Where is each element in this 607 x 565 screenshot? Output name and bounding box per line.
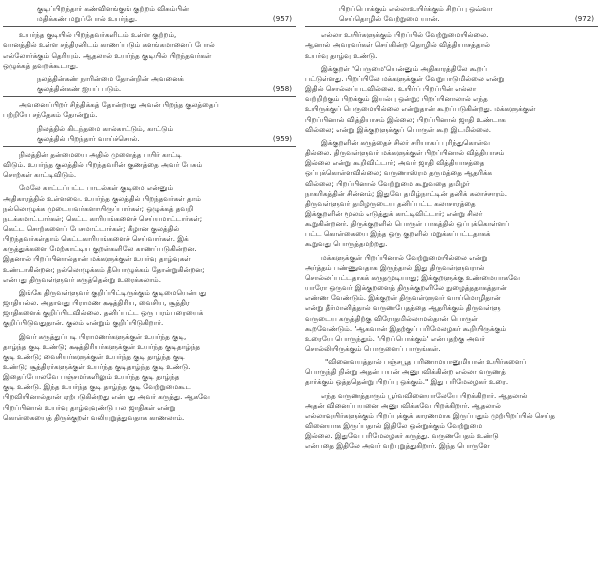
para-959-line: சொற்கள் காட்டிவிடும். [3, 170, 77, 180]
commentary-quote-line: பொருந்தி நின்று அதன் பயன் அனுபவிக்கின்ற எல்லா வருணத் [305, 367, 506, 377]
kural-972-number: (972) [574, 14, 594, 24]
para-959-line: நிலத்தின் தன்மையை அதில் முளைத்த பயிர் காட்டி [19, 149, 182, 159]
kural-957-line-2: மதிக்கண் மறுப்போல் உயர்ந்து. [37, 14, 138, 24]
commentary-quote-line: தார்க்கும் ஒத்ததென்று பிறப்பு ஒக்கும்." இது பரிமேலழகர் உரை. [305, 377, 509, 387]
right-para-3-line: பட்ட கொள்கையை இந்த ஒரு குறளில் மறுக்கப்பட்டதாகக் [305, 229, 491, 239]
kural-958-number: (958) [272, 84, 292, 94]
right-para-4-line: கூறவேண்டும். 'ஆகவான் இதற்குப் பரிமேலழகர் கூறியிருக்கும் [305, 323, 507, 333]
right-para-5-line: அதன் வினைப்பயனை அனுபவிக்கவே பிறக்கிறார். ஆதலால் [305, 400, 501, 410]
para-2-line: அதிகாரத்தில் உள்ளவை. உயர்ந்த குலத்தில் பிறந்தவர்கள் தாம் [3, 193, 202, 203]
para-4-line: குடி உண்டு. இந்த உயர்ந்த குடி தாழ்ந்த குடி வேற்றுமைகூட [3, 382, 191, 392]
right-para-3-line: இல்லை என்று கூறிவிட்டார்; அவர் ஜாதி வித்தியாசத்தை [305, 158, 485, 168]
kural-972-line-2-row [305, 14, 598, 24]
para-2-line: என்பது திருவள்ளுவர் கருத்தென்று உரைக்கலாம். [3, 274, 161, 284]
right-para-3-line: ஒப்புக்கொள்ளவில்லை; வருணாஸ்ரம தருமத்தை ஆதரிக்க [305, 168, 493, 178]
para-972-line: உயர்வு தாழ்வு உண்டு. [305, 50, 378, 60]
kural-957-line-1: குடிப்பிறந்தார் கண்விளங்குங் குற்றம் விசும்பின் [37, 4, 189, 13]
right-para-2-line: வில்லை; என்று இக்குறளுக்குப் பொருள் கூற இடமில்லை. [305, 124, 492, 134]
right-para-3-line: வில்லை; பிறப்பினால் வேற்றுமை கூறுவதை தமிழர் [305, 178, 470, 188]
para-4-line: பிறப்பினால் உயர்வு தாழ்வுவுண்டு பல ஜாதிகள் என்று [3, 402, 176, 412]
kural-959-line-2-row [3, 134, 296, 144]
right-para-4-line: அர்த்தம் பண்ணுவதாக இருந்தால் இது திருவள்ளுவரால் [305, 262, 485, 272]
left-column [3, 4, 296, 423]
right-para-2-line: வற்றிற்கும் பிறக்கும் இயல்பு ஒன்று; பிறப்பினாலால் எந்த [305, 94, 488, 104]
right-para-4-line: சொல்லியிருக்கும் பொருளைப் பாருங்கள். [305, 344, 441, 353]
para-972-line: எல்லா உயிர்களுக்கும் பிறப்பில் வேற்றுமையில்லை. [321, 30, 489, 40]
para-2-line: கெட்ட சொற்களைப் பேசமாட்டார்கள்; கீழான குலத்தில் [3, 223, 180, 233]
para-957-line: எல்லோர்க்கும் தெரியும். ஆதலால் உயர்ந்த குடியில் பிறந்தவர்கள் [3, 50, 212, 60]
right-para-2-line: பிறப்பினால் வித்தியாசம் இல்லை; பிறப்பினால் ஜாதி உண்டாக [305, 114, 506, 124]
kural-958-line-2-row [3, 84, 296, 94]
para-2-line: கருத்துக்களை மேற்காட்டிய குறள்களிலே காணப்படுகின்றன. [3, 244, 197, 254]
right-para-4-line: உரையே பொருந்தும். 'பிறப்பொக்கும்' என்பதற்கு அவர் [305, 333, 485, 343]
right-para-4-line: என்று தீர்மானித்தால் வருணபேதத்தை ஆதரிக்கும் திருவள்ளு [305, 303, 501, 313]
para-958-line: பற்றியே சந்தேகம் தோன்றும். [3, 110, 98, 120]
right-para-2-line: பட்டுள்ளது. பிறப்பிலே மக்களுக்குள் வேறுபாடுமில்லை என்று [305, 73, 505, 83]
kural-958-line-2: குலத்தின்கண் ஐயப் படும். [37, 84, 122, 94]
verse-divider [3, 146, 296, 147]
kural-959-line-1: நிலத்தில் கிடந்தமை கால்காட்டும், காட்டும் [37, 123, 174, 133]
para-4-line: இவர் கருத்துப்படி பிராமணர்களுக்குள் உயர்ந்த குடி, [19, 331, 187, 341]
right-column [305, 4, 598, 452]
right-para-5-line: எந்த வருணத்தாரும் பூர்வவினையாலேயே பிறக்கிறார். ஆதலால் [321, 390, 528, 400]
para-3-line: குறிப்பிடுவதுதான். குலம் என்றும் குறிப்பிடுகிறார். [3, 318, 164, 328]
right-para-3-line: நாகரிகத்தின் சின்னம்; இதுவே தமிழ்நாட்டின் தனிக் கலாச்சாரம். [305, 188, 508, 198]
para-4-line: குடி உண்டு; வைசியர்களுக்குள் உயர்ந்த குடி தாழ்ந்த குடி [3, 351, 185, 361]
para-957-line: வானத்தில் உள்ள சந்திரனிடம் காணப்படும் களங்கமானைப் போல் [3, 40, 215, 50]
kural-957-line-2-row [3, 14, 296, 24]
para-972-line: ஆனால் அவரவர்கள் செய்கின்ற தொழில் வித்தியாசத்தால் [305, 40, 491, 50]
para-957-line: ஒழுக்கத் தவறக்கூடாது. [3, 60, 79, 70]
verse-divider [305, 26, 598, 27]
kural-958-line-1: நலத்தின்கண் நாரின்மை தோன்றின் அவனைக் [37, 73, 184, 83]
para-3-line: ஜாதிகளைக் குறிப்பிடவில்லை. தனிப்பட்ட ஒரு பரம்பரையைக் [3, 308, 204, 318]
right-para-5-line: வினையாக இருப்பதால் இதிலே ஒன்றுக்கும் வேற்றுமை [305, 421, 483, 431]
kural-957-number: (957) [272, 14, 292, 24]
kural-959-number: (959) [272, 133, 292, 143]
right-para-4-line: எண்ண வேண்டும். இக்குறள் திருவள்ளுவர் வாய்மொழிதான் [305, 293, 501, 303]
right-para-3-line: கூறுவது பொருத்தமற்றது. [305, 239, 388, 249]
right-para-3-line: கூறுகின்றனர். திருக்குறளில் பொருள் பாகத்தில் ஒப்புக்கொள்ளப் [305, 219, 510, 229]
para-3-line: இங்கே திருவள்ளுவர் குறிப்பிட்டிருக்கும் குடிமையென்பது [19, 287, 207, 297]
right-para-2-line: இக்குறள் 'பெருமை'யென்னும் அதிகாரத்திலே கூறப் [321, 63, 487, 73]
right-para-2-line: இதில் சொல்லப்படவில்லை. உயிர்ப் பிறப்பின் எல்லா [305, 84, 477, 94]
right-para-4-line: சொல்லப்பட்டதாகக் கருதமுடியாது; இக்குறளுக்கு உண்மையாகவே [305, 272, 521, 282]
para-4-line: கொள்கையைத் திருக்குறள் வலியுறுத்துவதாக காணலாம். [3, 412, 185, 422]
right-para-3-line: திருவள்ளுவர் தமிழருடைய தனிப்பட்ட கலாசாரத்தை [305, 198, 476, 208]
para-2-line: பிறந்தவர்கள்தாம் கெட்டகாரியங்களைச் செய்வார்கள். இக் [3, 234, 189, 244]
right-para-3-line: தில்லை. திருவள்ளுவர் மக்களுக்குள் பிறப்பினால் வித்தியாசம் [305, 148, 505, 158]
para-3-line: ஜாதியல்ல. அதாவது பிராமண க்ஷத்திரிய, வைசிய, சூத்திர [3, 298, 190, 308]
para-957-line: உயர்ந்த குடியில் பிறந்தவர்களிடம் உள்ள குற்றம், [19, 30, 177, 40]
kural-972-line-1: பிறப்பொக்கும் எல்லாஉயிர்க்கும் சிறப்பு ஒவ்வா [339, 4, 493, 13]
para-2-line: உண்டாகின்றன; நல்லொழுக்கம் தீயொழுக்கம் தோன்றுகின்றன; [3, 264, 205, 274]
right-para-3-line: இக்குறளின் மூலம் எடுத்துக் காட்டிவிட்டார்; என்று சிலர் [305, 208, 483, 218]
commentary-quote-line: "வினைவயத்தால் பஞ்சபூத பரிணாமயானுமியான் உயிர்களைப் [325, 357, 527, 367]
verse-divider [3, 26, 296, 27]
para-4-line: பிறவியினால்தான் ஏற்படுகின்றது என்பது அவர் கருத்து. ஆகவே [3, 392, 210, 402]
right-para-4-line: மக்களுக்குள் பிறப்பினால் வேற்றுமையில்லை என்று [321, 252, 488, 262]
right-para-2-line: உயிருக்குப் பெருமையில்லை என்றுதான் கூறப்படுகின்றது. மக்களுக்குள் [305, 104, 536, 114]
right-para-5-line: இல்லை. இதுவே பரிமேலழகர் கருத்து. வருணபேதம் உண்டு [305, 431, 499, 441]
para-2-line: நடக்கமாட்டார்கள்; கெட்ட காரியங்களைச் செய்யமாட்டார்கள்; [3, 213, 203, 223]
right-para-4-line: வருடைய கருத்திற்கு விரோதமில்லாமல்தான் பொருள் [305, 313, 479, 323]
para-958-line: அவனைப்பிறர் சிந்திக்கத் தோன்றாது அவன் பிறந்த குலத்தைப் [19, 100, 219, 110]
right-para-3-line: இக்குறளின் கருத்தைச் சிலர் சரியாகப் புரிந்துகொள்வ [321, 137, 491, 147]
kural-959-line-2: குலத்தில் பிறந்தார் வாய்ச்சொல். [37, 133, 140, 143]
para-4-line: தாழ்ந்த குடி உண்டு; க்ஷத்திரியர்களுக்குள் உயர்ந்த குடிதாழ்ந்த [3, 341, 201, 351]
right-para-5-line: என்பதை இதிலே அவர் வற்புறுத்துகிறார். இந்த பொருளே [305, 441, 490, 451]
para-2-line: இதனால் பிறப்பினால்தான் மக்களுக்குள் உயர்வு தாழ்வுகள் [3, 254, 191, 264]
para-959-line: விடும். உயர்ந்த குலத்தில் பிறந்தவரின் குணத்தை அவர் பேசும் [3, 160, 203, 170]
para-2-line: மேலே காட்டப்பட்ட பாடல்கள் குடிமை என்னும் [19, 183, 174, 193]
right-para-5-line: எல்லாவுயிர்களுக்கும் பிறப்புக்குக் காரணமாக இருப்பதும் முற்பிறப்பில் செய்த [305, 410, 556, 420]
right-para-4-line: யாரோ ஒருவர் இக்குறளைத் திருக்குறளிலே நுழைத்ததாகத்தான் [305, 283, 507, 293]
verse-divider [3, 96, 296, 97]
para-4-line: உண்டு; சூத்திரர்களுக்குள் உயர்ந்த குடிதாழ்ந்த குடி உண்டு. [3, 362, 191, 371]
para-4-line: இதைப்போலவே பஞ்சமர்களிலும் உயர்ந்த குடி தாழ்ந்த [3, 372, 180, 382]
kural-972-line-2: செய்தொழில் வேற்றுமை யான். [339, 14, 440, 24]
para-2-line: நல்லொழுக்க முடையவர்களாயிருப்பார்கள்; ஒழுக்கத் தவறி [3, 203, 194, 213]
